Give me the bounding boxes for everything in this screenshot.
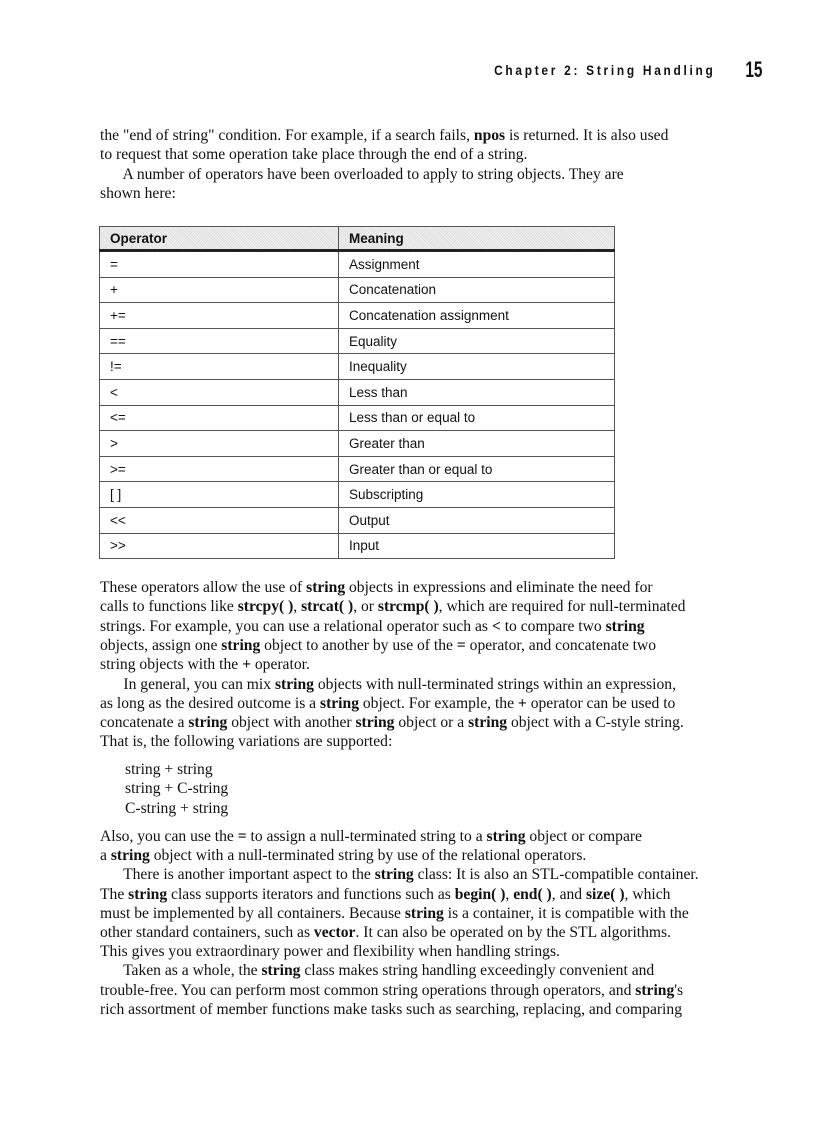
text-line [100, 655, 310, 674]
bold-term: string [404, 904, 444, 922]
table-row [100, 405, 615, 431]
meaning-cell: Concatenation [339, 277, 615, 303]
text-span: , and [551, 885, 586, 903]
text-line [100, 846, 586, 865]
bold-term: string [110, 847, 150, 865]
bold-term: end( ) [513, 885, 552, 903]
bold-term: string [188, 714, 228, 732]
bold-term: string [221, 636, 261, 654]
table-row [100, 533, 615, 559]
table-row [100, 456, 615, 482]
meaning-cell: Less than [339, 379, 615, 405]
bold-term: vector [313, 924, 356, 941]
text-span: C-string + string [125, 799, 229, 817]
bold-term: string [261, 962, 301, 980]
bold-term: strcmp( ) [377, 598, 439, 616]
text-line [100, 126, 668, 145]
table-row [100, 277, 615, 303]
bold-term: strcat( ) [301, 598, 354, 616]
header-operator: Operator [100, 227, 339, 251]
text-span: must be implemented by all containers. Because [100, 904, 405, 922]
text-span: operator. [250, 656, 310, 674]
meaning-cell: Equality [339, 328, 615, 354]
text-span: operator, and concatenate two [465, 636, 657, 654]
page-number: 15 [744, 57, 762, 82]
text-span: 's [674, 981, 684, 999]
text-span: calls to functions like [100, 598, 238, 616]
text-span: , [505, 885, 514, 903]
text-span: is returned. It is also used [505, 127, 669, 144]
text-span: objects, assign one [100, 636, 222, 654]
bold-term: string [306, 579, 346, 596]
operator-cell: << [100, 507, 339, 533]
text-line [100, 636, 656, 655]
running-header [0, 57, 816, 84]
table-row [100, 354, 615, 380]
text-span: other standard containers, such as [100, 924, 314, 941]
meaning-cell: Less than or equal to [339, 405, 615, 431]
operator-cell: == [100, 328, 339, 354]
text-span: object or a [394, 714, 469, 732]
bold-term: string [605, 617, 645, 635]
bold-term: string [374, 866, 414, 884]
text-span: class makes string handling exceedingly convenient and [300, 962, 655, 980]
bold-term: string [486, 828, 526, 845]
bold-term: string [274, 675, 314, 693]
text-span: the "end of string" condition. For example, if a search fails, [100, 127, 474, 144]
text-span: class: It is also an STL-compatible container. [413, 866, 699, 884]
text-span: , or [353, 598, 378, 616]
bold-term: string [468, 714, 508, 732]
text-span: object with another [227, 714, 356, 732]
text-line [125, 760, 213, 779]
text-span: In general, you can mix [100, 675, 275, 693]
text-line [100, 675, 676, 694]
text-line [100, 923, 671, 942]
text-span: , [293, 598, 302, 616]
text-line [100, 904, 689, 923]
text-span: The [100, 885, 129, 903]
text-span: , which are required for null-terminated [438, 598, 686, 616]
meaning-cell: Subscripting [339, 482, 615, 508]
operator-cell: < [100, 379, 339, 405]
bold-term: size( ) [585, 885, 625, 903]
text-span: . It can also be operated on by the STL algorithms. [355, 924, 672, 941]
text-line [100, 713, 684, 732]
bold-term: begin( ) [454, 885, 506, 903]
bold-term: + [242, 656, 251, 674]
bold-term: string [320, 694, 359, 712]
operator-cell: != [100, 354, 339, 380]
text-span: These operators allow the use of [100, 579, 307, 596]
text-line [125, 799, 228, 818]
text-line [100, 597, 685, 616]
text-line [100, 617, 645, 636]
bold-term: string [635, 981, 675, 999]
operator-cell: >> [100, 533, 339, 559]
header-meaning: Meaning [339, 227, 615, 251]
table-row [100, 507, 615, 533]
text-span: concatenate a [100, 714, 189, 732]
operator-cell: [ ] [100, 482, 339, 508]
bold-term: = [456, 636, 466, 654]
meaning-cell: Greater than or equal to [339, 456, 615, 482]
operator-cell: > [100, 431, 339, 457]
text-span: to request that some operation take place through the end of a string. [100, 146, 528, 164]
text-span: object. For example, the [358, 694, 518, 712]
text-line [100, 165, 624, 184]
text-line [100, 184, 176, 203]
chapter-title: Chapter 2: String Handling [494, 62, 716, 78]
text-line [100, 145, 527, 164]
bold-term: < [491, 617, 501, 635]
operators-table [99, 226, 615, 559]
text-line [100, 694, 675, 713]
text-line [100, 732, 392, 751]
table-row [100, 482, 615, 508]
text-span: to compare two [500, 617, 606, 635]
meaning-cell: Inequality [339, 354, 615, 380]
text-span: string + C-string [125, 780, 229, 798]
text-span: is a container, it is compatible with the [443, 904, 689, 922]
bold-term: strcpy( ) [237, 598, 294, 616]
text-span: object with a C-style string. [507, 714, 684, 732]
text-line [100, 578, 653, 597]
operator-cell: = [100, 251, 339, 278]
text-span: , which [624, 885, 671, 903]
text-span: objects in expressions and eliminate the need for [345, 579, 653, 596]
table-row [100, 303, 615, 329]
text-span: a [100, 847, 111, 865]
text-span: string + string [125, 761, 213, 778]
meaning-cell: Greater than [339, 431, 615, 457]
text-line [100, 961, 654, 980]
bold-term: string [355, 714, 395, 732]
meaning-cell: Assignment [339, 251, 615, 278]
text-span: trouble-free. You can perform most common string operations through operators, and [100, 981, 636, 999]
text-line [100, 1000, 682, 1019]
text-span: Taken as a whole, the [100, 962, 262, 980]
text-span: shown here: [100, 185, 176, 203]
bold-term: npos [473, 127, 506, 144]
bold-term: = [237, 828, 247, 845]
meaning-cell: Input [339, 533, 615, 559]
text-line [100, 942, 560, 961]
text-line [100, 981, 683, 1000]
bold-term: + [517, 694, 527, 712]
text-span: strings. For example, you can use a relational operator such as [100, 617, 492, 635]
meaning-cell: Output [339, 507, 615, 533]
operator-cell: + [100, 277, 339, 303]
text-span: object to another by use of the [260, 636, 457, 654]
table-header-row [100, 227, 615, 251]
table-row [100, 251, 615, 278]
text-span: This gives you extraordinary power and flexibility when handling strings. [100, 943, 560, 961]
meaning-cell: Concatenation assignment [339, 303, 615, 329]
table-row [100, 431, 615, 457]
text-span: to assign a null-terminated string to a [246, 828, 487, 845]
text-span: A number of operators have been overloaded to apply to string objects. They are [100, 165, 624, 183]
table-row [100, 328, 615, 354]
bold-term: string [128, 885, 168, 903]
text-span: There is another important aspect to the [100, 866, 375, 884]
text-line [100, 827, 642, 846]
text-span: string objects with the [100, 656, 243, 674]
text-span: rich assortment of member functions make tasks such as searching, replacing, and comparing [100, 1000, 682, 1018]
text-line [100, 865, 699, 884]
operator-cell: <= [100, 405, 339, 431]
text-line [100, 885, 670, 904]
table-row [100, 379, 615, 405]
text-span: That is, the following variations are supported: [100, 733, 393, 751]
text-span: as long as the desired outcome is a [100, 694, 320, 712]
text-span: class supports iterators and functions such as [167, 885, 455, 903]
text-span: object with a null-terminated string by use of the relational operators. [149, 847, 587, 865]
operator-cell: >= [100, 456, 339, 482]
text-line [125, 779, 228, 798]
operator-cell: += [100, 303, 339, 329]
text-span: object or compare [525, 828, 642, 845]
text-span: operator can be used to [526, 694, 676, 712]
text-span: Also, you can use the [100, 828, 238, 845]
text-span: objects with null-terminated strings within an expression, [313, 675, 676, 693]
